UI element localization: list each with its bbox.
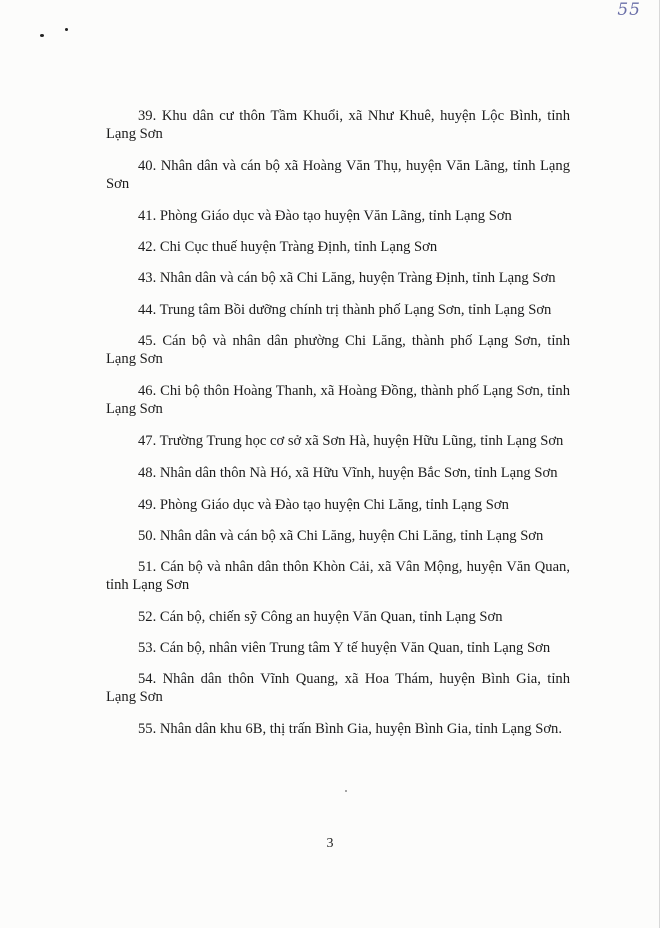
list-item: 46. Chi bộ thôn Hoàng Thanh, xã Hoàng Đồng, thành phố Lạng Sơn, tỉnh Lạng Sơn (106, 383, 570, 417)
list-item: 47. Trường Trung học cơ sở xã Sơn Hà, huyện Hữu Lũng, tỉnh Lạng Sơn (138, 433, 564, 449)
list-item: 54. Nhân dân thôn Vĩnh Quang, xã Hoa Thám, huyện Bình Gia, tỉnh Lạng Sơn (106, 671, 570, 705)
list-item: 50. Nhân dân và cán bộ xã Chi Lăng, huyện Chi Lăng, tỉnh Lạng Sơn (138, 528, 544, 544)
list-item: 44. Trung tâm Bồi dưỡng chính trị thành phố Lạng Sơn, tỉnh Lạng Sơn (138, 302, 552, 318)
scan-speck (40, 34, 44, 37)
list-item: 39. Khu dân cư thôn Tầm Khuổi, xã Như Khuê, huyện Lộc Bình, tỉnh Lạng Sơn (106, 108, 570, 142)
handwritten-page-number: 55 (617, 0, 641, 20)
list-item: 41. Phòng Giáo dục và Đào tạo huyện Văn Lãng, tỉnh Lạng Sơn (138, 208, 512, 224)
list-item: 49. Phòng Giáo dục và Đào tạo huyện Chi Lăng, tỉnh Lạng Sơn (138, 497, 509, 513)
list-item: 42. Chi Cục thuế huyện Tràng Định, tỉnh Lạng Sơn (138, 239, 438, 255)
list-item: 43. Nhân dân và cán bộ xã Chi Lăng, huyện Tràng Định, tỉnh Lạng Sơn (138, 270, 556, 286)
list-item: 55. Nhân dân khu 6B, thị trấn Bình Gia, huyện Bình Gia, tỉnh Lạng Sơn. (138, 721, 563, 737)
list-item: 52. Cán bộ, chiến sỹ Công an huyện Văn Quan, tỉnh Lạng Sơn (138, 609, 503, 625)
scan-speck (65, 28, 68, 31)
list-item: 53. Cán bộ, nhân viên Trung tâm Y tế huyện Văn Quan, tỉnh Lạng Sơn (138, 640, 551, 656)
list-item: 48. Nhân dân thôn Nà Hó, xã Hữu Vĩnh, huyện Bắc Sơn, tỉnh Lạng Sơn (138, 465, 558, 481)
scan-speck (345, 790, 347, 792)
list-item: 45. Cán bộ và nhân dân phường Chi Lăng, thành phố Lạng Sơn, tỉnh Lạng Sơn (106, 333, 570, 367)
list-item: 40. Nhân dân và cán bộ xã Hoàng Văn Thụ, huyện Văn Lãng, tỉnh Lạng Sơn (106, 158, 570, 192)
award-recipient-list (106, 107, 570, 752)
page-number: 3 (326, 836, 334, 851)
list-item: 51. Cán bộ và nhân dân thôn Khòn Cải, xã Vân Mộng, huyện Văn Quan, tỉnh Lạng Sơn (106, 559, 570, 593)
